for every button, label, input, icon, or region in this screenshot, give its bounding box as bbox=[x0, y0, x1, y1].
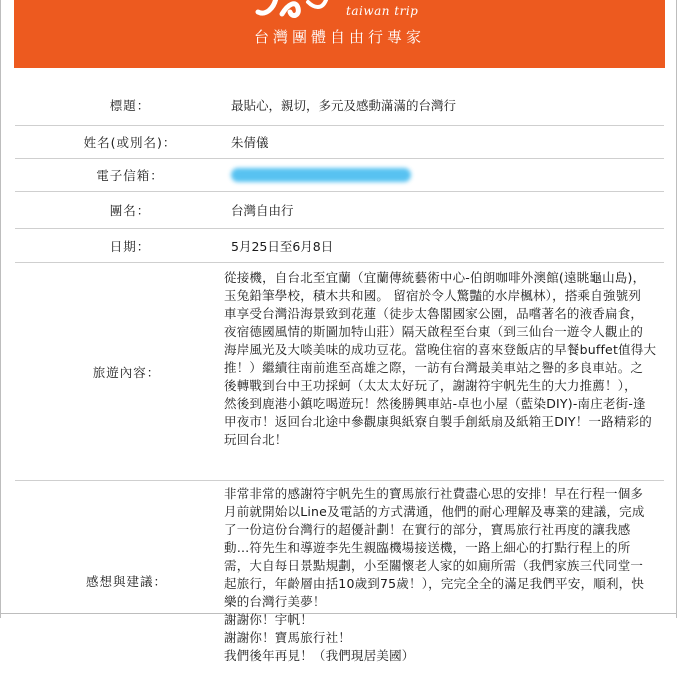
feedback-line: 樂的台灣行美夢！ bbox=[224, 594, 326, 609]
feedback-line: 起旅行，年齡層由括10歲到75歲！），完完全全的滿足我們平安，順利，快 bbox=[224, 576, 645, 591]
itinerary-line: 玩回台北！ bbox=[224, 432, 288, 447]
itinerary-row bbox=[15, 263, 664, 481]
header-banner bbox=[14, 0, 665, 68]
itinerary-line: 推！）繼續往南前進至高雄之際，一訪有台灣最美車站之譽的多良車站。之 bbox=[224, 360, 644, 375]
subject-value: 最貼心，親切，多元及感動滿滿的台灣行 bbox=[231, 97, 457, 113]
email-value bbox=[225, 159, 664, 191]
group-label: 團名： bbox=[109, 203, 151, 218]
feedback-label: 感想與建議： bbox=[85, 574, 167, 589]
itinerary-line: 海岸風光及大啖美味的成功豆花。當晚住宿的喜來登飯店的早餐buffet值得大 bbox=[224, 342, 657, 357]
name-label: 姓名(或別名)： bbox=[83, 135, 177, 150]
feedback-value bbox=[218, 481, 664, 681]
feedback-line: 我們後年再見！（我們現居美國） bbox=[224, 648, 415, 663]
email-redaction bbox=[231, 168, 411, 182]
email-label: 電子信箱： bbox=[96, 168, 164, 183]
feedback-line: 謝謝你！宇帆！ bbox=[224, 612, 313, 627]
banner-title: 台灣團體自由行專家 bbox=[253, 28, 425, 46]
date-value: 5月25日至6月8日 bbox=[231, 238, 334, 254]
feedback-line: 非常非常的感謝符宇帆先生的寶馬旅行社費盡心思的安排！早在行程一個多 bbox=[224, 486, 644, 501]
itinerary-value bbox=[218, 263, 664, 480]
logo-tagline: taiwan trip bbox=[346, 4, 419, 18]
itinerary-line: 玉兔鉛筆學校，積木共和國。 留宿於令人驚豔的水岸楓林），搭乘自強號列 bbox=[224, 288, 642, 303]
feedback-line: 謝謝你！寶馬旅行社！ bbox=[224, 630, 352, 645]
feedback-row bbox=[15, 481, 664, 681]
itinerary-line: 甲夜市！返回台北途中參觀康與紙寮自製手創紙扇及紙箱王DIY！一路精彩的 bbox=[224, 414, 652, 429]
page-edge-left bbox=[0, 0, 1, 618]
feedback-line: 月前就開始以Line及電話的方式溝通，他們的耐心理解及專業的建議，完成 bbox=[224, 504, 645, 519]
date-row bbox=[15, 229, 664, 263]
email-row bbox=[15, 159, 664, 192]
itinerary-line: 後轉戰到台中王功採蚵（太太太好玩了，謝謝符宇帆先生的大力推薦！）， bbox=[224, 378, 637, 393]
feedback-line: 需，大自每日景點規劃，小至關懷老人家的如廁所需（我們家族三代同堂一 bbox=[224, 558, 644, 573]
itinerary-line: 夜宿德國風情的斯圖加特山莊）隔天啟程至台東（到三仙台一遊令人觀止的 bbox=[224, 324, 644, 339]
itinerary-text bbox=[224, 269, 664, 449]
name-value: 朱倩儀 bbox=[231, 135, 269, 150]
logo-script-icon bbox=[252, 0, 342, 22]
date-label: 日期： bbox=[109, 238, 151, 254]
itinerary-label: 旅遊內容： bbox=[92, 364, 161, 380]
page-edge-right bbox=[676, 0, 677, 618]
subject-label: 標題： bbox=[109, 97, 151, 113]
feedback-line: 了一份這份台灣行的超優計劃！在實行的部分，寶馬旅行社再度的讓我感 bbox=[224, 522, 631, 537]
itinerary-line: 然後到鹿港小鎮吃喝遊玩！然後勝興車站-卓也小屋（藍染DIY)-南庄老街-逢 bbox=[224, 396, 646, 411]
group-row bbox=[15, 192, 664, 229]
itinerary-line: 車享受台灣沿海景致到花蓮（徒步太魯閣國家公園，品嚐著名的液香扁食， bbox=[224, 306, 644, 321]
group-value: 台灣自由行 bbox=[231, 203, 294, 218]
subject-row bbox=[15, 84, 664, 126]
name-row bbox=[15, 126, 664, 159]
itinerary-line: 從接機，自台北至宜蘭（宜蘭傳統藝術中心-伯朗咖啡外澳館(遠眺龜山島)， bbox=[224, 270, 646, 285]
feedback-text bbox=[224, 485, 664, 665]
feedback-line: 動…符先生和導遊李先生親臨機場接送機，一路上細心的打點行程上的所 bbox=[224, 540, 631, 555]
